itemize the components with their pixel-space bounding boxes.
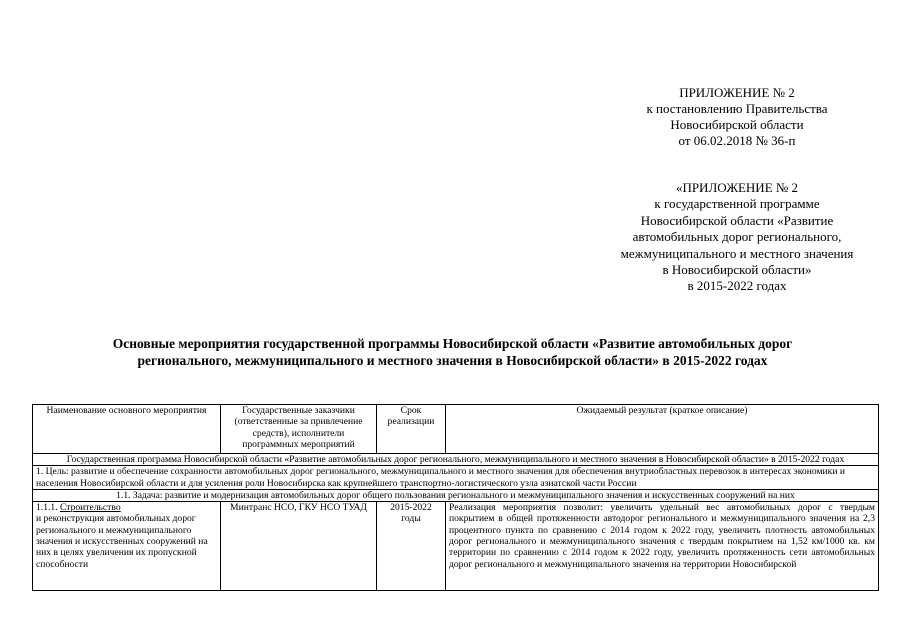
appendix-line: «ПРИЛОЖЕНИЕ № 2 (675, 180, 799, 195)
measure-name-first: Строительство (60, 502, 121, 514)
program-appendix-header (590, 180, 884, 295)
appendix-header (612, 85, 862, 149)
header-customers: Государственные заказчики (ответственные за привлечение средств), исполнители программных мероприятий (221, 405, 377, 454)
measures-table (32, 404, 879, 591)
title-line: Основные мероприятия государственной программы Новосибирской области «Развитие автомобильных дорог (112, 336, 793, 351)
appendix-line: к государственной программе (654, 196, 820, 212)
document-title (30, 335, 875, 369)
header-measure-name: Наименование основного мероприятия (33, 405, 221, 454)
appendix-line: в 2015-2022 годах (687, 278, 787, 294)
header-expected-result: Ожидаемый результат (краткое описание) (446, 405, 879, 454)
program-name-cell: Государственная программа Новосибирской области «Развитие автомобильных дорог регионального, межмуниципального и местного значения в Новосибирской области» в 2015-2022 годах (33, 454, 879, 466)
appendix-line: к постановлению Правительства (646, 101, 828, 116)
measure-name-rest: и реконструкция автомобильных дорог регионального и межмуниципального значения и искусственных сооружений на них в целях увеличения их пропускной способности (36, 513, 208, 570)
header-term: Срок реализации (377, 405, 446, 454)
appendix-line: Новосибирской области «Развитие (640, 212, 834, 228)
goal-cell: 1. Цель: развитие и обеспечение сохранности автомобильных дорог регионального, межмуниципального и местного значения для обеспечения внутриобластных перевозок в интересах экономики и населения Новосибирской области и для усиления роли Новосибирска как крупнейшего транспортно-логистического узла азиатской части России (33, 466, 879, 490)
task-cell: 1.1. Задача: развитие и модернизация автомобильных дорог общего пользования регионального и межмуниципального значения и искусственных сооружений на них (33, 489, 879, 501)
program-row (33, 454, 879, 466)
appendix-date: от 06.02.2018 № 36-п (678, 133, 796, 148)
table-row (33, 502, 879, 591)
result-cell: Реализация мероприятия позволит: увеличить удельный вес автомобильных дорог с твердым покрытием в общей протяженности автодорог регионального и межмуниципального значения на 2,3 процентного пункта по сравнению с 2014 годом к 2022 году, увеличить плотность автомобильных дорог регионального и межмуниципального значения с твердым покрытием на 1,52 км/1000 кв. км территории по сравнению с 2014 годом к 2022 году, увеличить протяженность сети автомобильных дорог регионального и межмуниципального значения на территории Новосибирской (446, 502, 879, 591)
task-row (33, 489, 879, 501)
term-cell: 2015-2022 годы (377, 502, 446, 591)
goal-row (33, 466, 879, 490)
customers-cell: Минтранс НСО, ГКУ НСО ТУАД (221, 502, 377, 591)
measure-number: 1.1.1. (36, 502, 58, 514)
table-header-row (33, 405, 879, 454)
title-line: регионального, межмуниципального и местного значения в Новосибирской области» в 2015-2022 годах (137, 353, 768, 368)
appendix-number: ПРИЛОЖЕНИЕ № 2 (679, 85, 795, 100)
appendix-line: в Новосибирской области» (662, 262, 812, 278)
appendix-line: Новосибирской области (670, 117, 804, 132)
appendix-line: автомобильных дорог регионального, (632, 229, 842, 245)
appendix-line: межмуниципального и местного значения (620, 245, 854, 261)
measure-name-cell (33, 502, 221, 591)
